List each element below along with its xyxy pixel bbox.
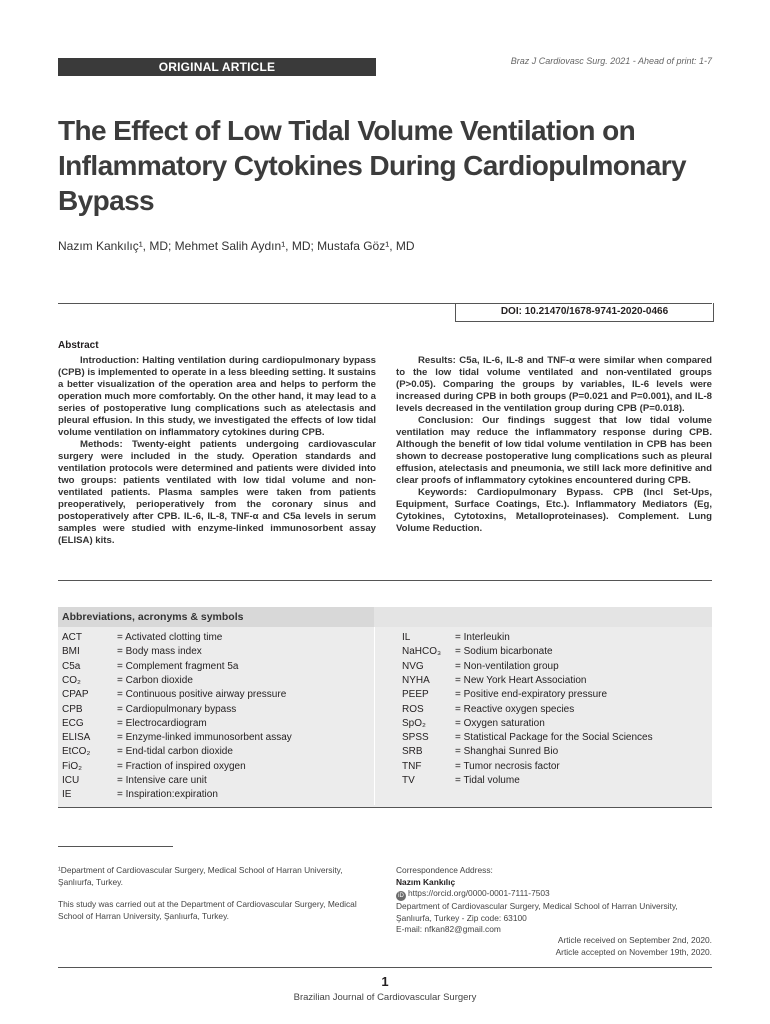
abstract-keywords: Keywords: Cardiopulmonary Bypass. CPB (Incl Set-Ups, Equipment, Surface Coatings, Etc.). Inflammatory Mediators (Eg, Cytokines, Cytotoxins, Metalloproteinases). Complement. Lung Volume Reduction.: [396, 487, 712, 534]
abbreviation-term: ICU: [62, 775, 80, 786]
article-dates: [556, 935, 712, 958]
page-number: 1: [381, 974, 389, 989]
abbreviation-definition: = New York Heart Association: [455, 674, 587, 686]
abbreviation-definition: = Statistical Package for the Social Sciences: [455, 732, 653, 744]
received-date: Article received on September 2nd, 2020.: [557, 935, 712, 945]
abbreviation-term: ECG: [62, 717, 84, 729]
abbreviation-definition: = Intensive care unit: [117, 775, 207, 786]
abbreviation-term: EtCO₂: [62, 746, 91, 758]
abbreviation-definition: = Interleukin: [455, 632, 510, 643]
affiliation-footnote: ¹Department of Cardiovascular Surgery, Medical School of Harran University, Şanlıurfa, Turkey.: [58, 865, 343, 887]
abbreviation-term: NVG: [402, 660, 424, 672]
orcid-link[interactable]: https://orcid.org/0000-0001-7111-7503: [408, 888, 550, 898]
abstract-methods: Methods: Twenty-eight patients undergoing cardiovascular surgery were included in the study. Operation standards and ventilation protocols were determined and patients were divided into two groups: patients ventilated with low tidal volume and non-ventilated patients. Plasma samples were taken from patients preoperatively, perioperatively from the coronary sinus and postoperatively after CPB. IL-6, IL-8, TNF-α and C5a levels in serum samples were studied with enzyme-linked immunosorbent assay (ELISA) kits.: [58, 439, 376, 546]
abbreviation-term: SpO₂: [402, 717, 426, 729]
article-title: [58, 113, 718, 218]
abbreviation-definition: = Tidal volume: [455, 775, 520, 786]
correspondence-block: [396, 865, 712, 936]
abbreviation-term: CPB: [62, 703, 83, 715]
abbreviations-bottom-rule: [58, 807, 712, 808]
abbreviation-term: ELISA: [62, 732, 91, 744]
abbreviation-term: IE: [62, 789, 72, 801]
abbreviation-definition: = Cardiopulmonary bypass: [117, 703, 237, 715]
correspondence-label: Correspondence Address:: [396, 865, 493, 875]
title-line: Inflammatory Cytokines During Cardiopulmonary: [58, 150, 686, 181]
abbreviation-definition: = Sodium bicarbonate: [455, 646, 553, 658]
abbreviation-definition: = Tumor necrosis factor: [455, 760, 560, 772]
abstract-heading: Abstract: [58, 340, 99, 351]
abbreviation-definition: = Non-ventilation group: [455, 660, 559, 672]
article-type-badge: ORIGINAL ARTICLE: [58, 58, 376, 76]
abstract-left-column: [58, 355, 376, 547]
abbreviation-term: ROS: [402, 703, 424, 715]
abbreviation-term: SPSS: [402, 732, 429, 744]
abbreviation-definition: = Carbon dioxide: [117, 674, 193, 686]
correspondence-email[interactable]: E-mail: nfkan82@gmail.com: [396, 924, 501, 934]
abbreviation-term: FiO₂: [62, 760, 82, 772]
abbreviation-definition: = Positive end-expiratory pressure: [455, 689, 608, 701]
orcid-icon: iD: [396, 891, 406, 901]
abbreviation-term: ACT: [62, 632, 82, 643]
correspondence-name: Nazım Kankılıç: [396, 876, 456, 887]
author-list: Nazım Kankılıç¹, MD; Mehmet Salih Aydın¹, MD; Mustafa Göz¹, MD: [58, 239, 415, 253]
abbreviation-definition: = Inspiration:expiration: [117, 789, 218, 801]
abbreviation-definition: = Enzyme-linked immunosorbent assay: [117, 732, 292, 744]
abbreviation-definition: = Activated clotting time: [117, 632, 223, 643]
abstract-conclusion: Conclusion: Our findings suggest that low tidal volume ventilation may reduce the inflammatory response during CPB. Although the benefit of low tidal volume ventilation in CPB has been shown to decrease postoperative lung complications such as pleural effusion, atelectasis and pneumonia, we still lack more definitive and clear proofs of inflammatory cytokines encountered during CPB.: [396, 415, 712, 486]
abbreviation-term: PEEP: [402, 689, 429, 701]
footnote-rule: [58, 846, 173, 847]
doi-link[interactable]: DOI: 10.21470/1678-9741-2020-0466: [455, 303, 714, 322]
abbreviation-definition: = Body mass index: [117, 646, 202, 658]
title-line: Bypass: [58, 185, 155, 216]
abbreviations-header-bar-right: [374, 607, 712, 627]
abbreviation-definition: = Reactive oxygen species: [455, 703, 575, 715]
abbreviation-definition: = Continuous positive airway pressure: [117, 689, 287, 701]
abbreviation-term: TNF: [402, 760, 422, 772]
correspondence-address-line: Şanlıurfa, Turkey - Zip code: 63100: [396, 912, 527, 923]
abstract-right-column: [396, 355, 712, 535]
abbreviation-definition: = Fraction of inspired oxygen: [117, 760, 246, 772]
accepted-date: Article accepted on November 19th, 2020.: [555, 946, 712, 957]
abbreviation-term: C5a: [62, 660, 81, 672]
abbreviation-term: NYHA: [402, 674, 430, 686]
abbreviation-term: BMI: [62, 646, 80, 658]
abbreviation-term: CPAP: [62, 689, 89, 701]
abbreviation-term: CO₂: [62, 674, 81, 686]
abbreviation-term: TV: [402, 775, 415, 786]
abbreviation-definition: = Electrocardiogram: [117, 717, 207, 729]
title-line: The Effect of Low Tidal Volume Ventilation on: [58, 115, 636, 146]
abbreviation-term: SRB: [402, 746, 423, 758]
abbreviation-definition: = Shanghai Sunred Bio: [455, 746, 559, 758]
abstract-results: Results: C5a, IL-6, IL-8 and TNF-α were similar when compared to the low tidal volume ventilated and non-ventilated groups (P>0.05). Comparing the groups by variables, IL-6 levels were increased during CPB in both groups (P=0.021 and P=0.001), and IL-8 levels decreased in the ventilation group during CPB (P=0.018).: [396, 355, 712, 414]
orcid-line: [396, 888, 712, 901]
abbreviations-title: Abbreviations, acronyms & symbols: [62, 611, 244, 623]
abbreviations-column-divider: [374, 627, 375, 805]
abstract-divider: [58, 580, 712, 581]
abbreviation-definition: = Complement fragment 5a: [117, 660, 239, 672]
correspondence-address-line: Department of Cardiovascular Surgery, Medical School of Harran University,: [396, 901, 678, 911]
abbreviation-term: NaHCO₃: [402, 646, 442, 658]
footer-journal-name: Brazilian Journal of Cardiovascular Surgery: [293, 992, 477, 1003]
abbreviation-term: IL: [402, 632, 411, 643]
study-site-footnote: This study was carried out at the Department of Cardiovascular Surgery, Medical School of Harran University, Şanlıurfa, Turkey.: [58, 899, 357, 921]
abstract-introduction: Introduction: Halting ventilation during cardiopulmonary bypass (CPB) is implemented to operate in a less bleeding setting. It sustains a better visualization of the operation area and helps to perform the operation much more comfortably. On the other hand, it may lead to a series of postoperative lung complications such as atelectasis and pleural effusion. In this study, we investigated the effects of low tidal volume ventilation on inflammatory cytokines during CPB.: [58, 355, 376, 438]
abbreviation-definition: = End-tidal carbon dioxide: [117, 746, 233, 758]
footer-rule: [58, 967, 712, 968]
journal-citation: Braz J Cardiovasc Surg. 2021 - Ahead of print: 1-7: [510, 56, 712, 66]
abbreviation-definition: = Oxygen saturation: [455, 717, 545, 729]
